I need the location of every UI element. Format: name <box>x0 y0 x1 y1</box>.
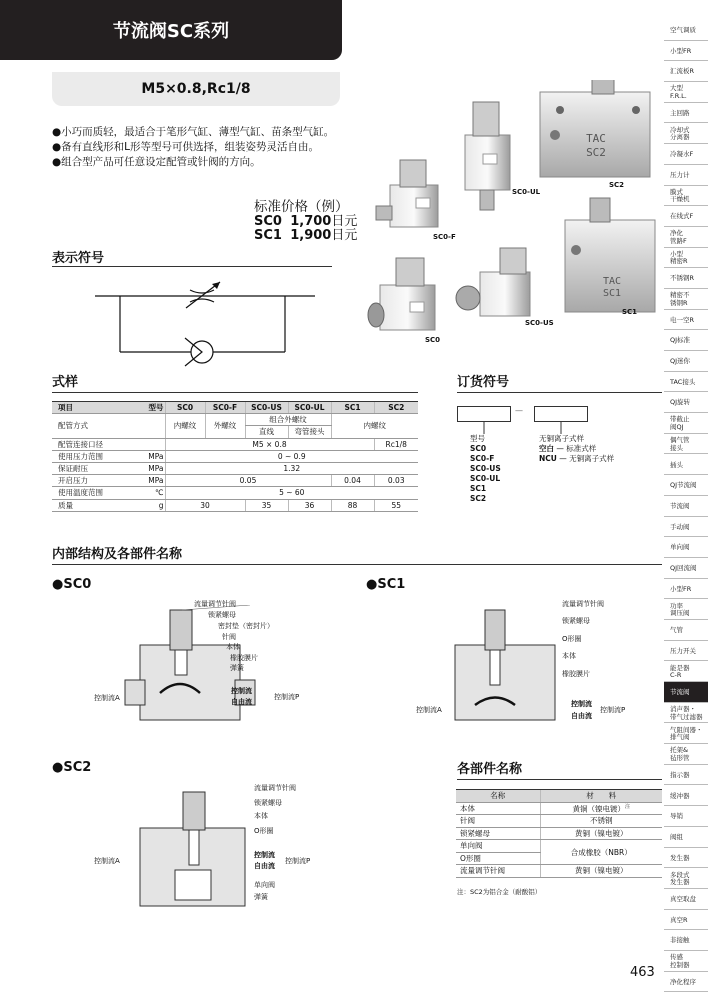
sidebar-item[interactable]: 能是器 C-R <box>664 661 708 682</box>
category-sidebar <box>664 20 708 992</box>
sc0-label: 橡胶膜片 <box>230 654 258 662</box>
price-model: SC1 <box>254 228 282 243</box>
sidebar-item[interactable]: 小型FR <box>664 41 708 62</box>
sidebar-item[interactable]: 偶气管 接头 <box>664 434 708 455</box>
sidebar-item[interactable]: 大型 F.R.L. <box>664 82 708 103</box>
table-cell: g <box>110 499 165 511</box>
sidebar-item[interactable]: QJ回流阀 <box>664 558 708 579</box>
price-value: 1,900 <box>290 228 332 243</box>
order-model: SC2 <box>470 494 487 503</box>
sc2-label: 控制流P <box>285 857 311 865</box>
page-subtitle: M5×0.8,Rc1/8 <box>52 72 340 106</box>
table-cell: 黄铜（镍电镀） <box>540 865 662 878</box>
table-cell: 配管连接口径 <box>52 438 110 450</box>
svg-text:TAC: TAC <box>602 276 622 287</box>
sc0-label: 自由流 <box>231 698 252 706</box>
sc0-label: 本体 <box>226 643 240 651</box>
sidebar-item[interactable]: 气管 <box>664 620 708 641</box>
table-cell: 直线 <box>245 426 288 438</box>
table-cell: 35 <box>245 499 288 511</box>
sidebar-item[interactable]: 气阻间器・ 排气阀 <box>664 723 708 744</box>
sidebar-item[interactable]: 膜式 干燥机 <box>664 186 708 207</box>
table-header-cell: SC0-F <box>205 402 245 414</box>
order-option-box <box>534 406 588 422</box>
table-cell: 1.32 <box>165 462 418 474</box>
section-parts-title: 各部件名称 <box>457 762 523 777</box>
sc2-label: 控制流A <box>94 857 120 865</box>
table-header-cell: SC1 <box>331 402 374 414</box>
sidebar-item[interactable]: 汇流板R <box>664 61 708 82</box>
sidebar-item[interactable]: TAC接头 <box>664 372 708 393</box>
sidebar-item[interactable]: 电一空R <box>664 310 708 331</box>
sc0-label: 控制流A <box>94 694 120 702</box>
page-number: 463 <box>630 965 655 980</box>
sc0ul-photo <box>465 102 510 210</box>
feature-item: ●备有直线形和L形等型号可供选择，组装姿势灵活自由。 <box>52 141 320 153</box>
sidebar-item[interactable]: 真空取盘 <box>664 889 708 910</box>
table-row <box>52 487 418 499</box>
table-row <box>52 499 418 511</box>
sidebar-item[interactable]: 空气调质 <box>664 20 708 41</box>
sidebar-item[interactable]: 插头 <box>664 454 708 475</box>
photo-label-sc2: SC2 <box>609 181 625 189</box>
sidebar-item[interactable]: 真空R <box>664 910 708 931</box>
sidebar-item[interactable]: 托架& 毡形管 <box>664 744 708 765</box>
table-header-cell: SC0 <box>165 402 205 414</box>
section-divider <box>52 392 418 393</box>
sidebar-item[interactable]: 节流阀 <box>664 682 708 703</box>
page-title: 节流阀SC系列 <box>0 0 342 60</box>
sc2-cross-section <box>135 790 250 908</box>
sidebar-item[interactable]: 节流阀 <box>664 496 708 517</box>
table-cell: 锁紧螺母 <box>456 827 540 840</box>
sidebar-item[interactable]: 单向阀 <box>664 537 708 558</box>
order-model-list <box>470 434 501 504</box>
table-cell: 合成橡胶（NBR） <box>540 840 662 865</box>
sidebar-item[interactable]: 手动阀 <box>664 517 708 538</box>
photo-label-sc0f: SC0-F <box>433 233 456 241</box>
table-cell: 本体 <box>456 802 540 815</box>
section-divider <box>457 779 662 780</box>
table-header-row <box>52 402 418 414</box>
sc1-label: 本体 <box>562 652 576 660</box>
sc0-label: 锁紧螺母 <box>208 611 236 619</box>
sidebar-item[interactable]: 压力开关 <box>664 641 708 662</box>
table-header-cell: 项目 <box>52 402 110 414</box>
table-cell: 使用压力范围 <box>52 450 110 462</box>
sidebar-item[interactable]: 功率 调压阀 <box>664 599 708 620</box>
table-cell: 5 ~ 60 <box>165 487 418 499</box>
table-cell: 配管方式 <box>52 414 165 438</box>
sc0-photo <box>368 258 435 330</box>
table-header-cell: SC0-UL <box>288 402 331 414</box>
table-cell: MPa <box>110 450 165 462</box>
sidebar-item[interactable]: 冷却式 分离器 <box>664 123 708 144</box>
order-model: SC0-US <box>470 464 501 473</box>
price-heading: 标准价格（例） <box>254 199 349 215</box>
sc2-label: 单向阀 <box>254 881 275 889</box>
price-unit: 日元 <box>331 213 358 229</box>
sc1-label: 控制流P <box>600 706 626 714</box>
sc0us-photo <box>456 248 530 316</box>
table-cell: 30 <box>165 499 245 511</box>
sc2-label: 自由流 <box>254 862 275 870</box>
table-cell <box>540 802 662 815</box>
sidebar-item[interactable]: 导销 <box>664 806 708 827</box>
order-option-code: 空白 <box>539 444 554 453</box>
table-cell <box>110 438 165 450</box>
sidebar-item[interactable]: 缓冲器 <box>664 785 708 806</box>
table-row <box>456 865 662 878</box>
sidebar-item[interactable]: 冷凝水F <box>664 144 708 165</box>
photo-label-sc1: SC1 <box>622 308 638 316</box>
sc2-photo <box>540 80 650 177</box>
sc1-label: 流量调节针阀 <box>562 600 604 608</box>
table-cell: 质量 <box>52 499 110 511</box>
sc0-diagram-title: ●SC0 <box>52 577 92 592</box>
table-row <box>52 475 418 487</box>
sidebar-item[interactable]: 多段式 发生器 <box>664 868 708 889</box>
sidebar-item[interactable]: 在线式F <box>664 206 708 227</box>
table-row <box>52 414 418 426</box>
table-cell: ℃ <box>110 487 165 499</box>
order-option-code: NCU <box>539 454 557 463</box>
sidebar-item[interactable]: 不锈钢R <box>664 268 708 289</box>
table-row <box>456 802 662 815</box>
table-cell: 外螺纹 <box>205 414 245 438</box>
section-internal-title: 内部结构及各部件名称 <box>52 547 183 562</box>
section-order-title: 订货符号 <box>457 375 510 390</box>
sc0-label: 流量调节针阀 <box>194 600 236 608</box>
product-photos <box>340 80 662 350</box>
sidebar-item[interactable]: 非接触 <box>664 930 708 951</box>
table-cell: 保证耐压 <box>52 462 110 474</box>
table-header-cell: SC0-US <box>245 402 288 414</box>
spec-table <box>52 401 418 512</box>
table-cell: 使用温度范围 <box>52 487 110 499</box>
sc1-label: 自由流 <box>571 712 592 720</box>
sidebar-item[interactable]: 净化 管路F <box>664 227 708 248</box>
sc1-label: 锁紧螺母 <box>562 617 590 625</box>
table-cell: 针阀 <box>456 815 540 828</box>
sc0f-photo <box>376 160 438 227</box>
order-option-desc: 标准式样 <box>566 444 597 453</box>
table-header-cell: 型号 <box>110 402 165 414</box>
sc2-label: 本体 <box>254 812 268 820</box>
sc0-label: 弹簧 <box>230 664 244 672</box>
sidebar-item[interactable]: 净化程序 <box>664 972 708 993</box>
sc2-label: 弹簧 <box>254 893 268 901</box>
price-unit: 日元 <box>331 228 358 243</box>
sc0-label: 控制流P <box>274 693 300 701</box>
table-cell: M5 × 0.8 <box>165 438 374 450</box>
table-cell: 单向阀 <box>456 840 540 853</box>
sidebar-item[interactable]: 小型 精密R <box>664 248 708 269</box>
sc2-diagram-title: ●SC2 <box>52 760 92 775</box>
price-value: 1,700 <box>290 213 332 229</box>
table-cell: MPa <box>110 462 165 474</box>
sidebar-item[interactable]: 小型FR <box>664 579 708 600</box>
order-model: SC0-UL <box>470 474 501 483</box>
table-cell: 开启压力 <box>52 475 110 487</box>
table-cell: 0.04 <box>331 475 374 487</box>
sc1-label: 橡胶膜片 <box>562 670 590 678</box>
order-option-list: 无铜离子式样 空白 — 标准式样 NCU — 无铜离子式样 <box>539 434 615 463</box>
order-model: SC0 <box>470 444 487 453</box>
sc1-cross-section <box>450 605 560 730</box>
svg-text:SC1: SC1 <box>602 288 622 299</box>
order-option-head: 无铜离子式样 <box>539 434 584 443</box>
sidebar-item[interactable]: 传感 控制器 <box>664 951 708 972</box>
section-divider <box>52 266 332 267</box>
table-cell: O形圈 <box>456 852 540 865</box>
sidebar-item[interactable]: QJ迷你 <box>664 351 708 372</box>
table-cell: 88 <box>331 499 374 511</box>
table-header-cell: 名称 <box>456 790 540 803</box>
table-row <box>456 840 662 853</box>
table-cell: 弯管接头 <box>288 426 331 438</box>
sidebar-item[interactable]: 带截止 阀QJ <box>664 413 708 434</box>
feature-item: ●小巧而质轻，最适合于笔形气缸、薄型气缸、苗条型气缸。 <box>52 126 335 138</box>
sc1-label: 控制流 <box>571 700 592 708</box>
section-divider <box>457 392 662 393</box>
table-cell: MPa <box>110 475 165 487</box>
parts-footnote: 注：SC2为铝合金（耐酸铝） <box>457 888 542 896</box>
table-row <box>52 462 418 474</box>
sc0-label: 密封垫（密封片） <box>218 622 274 630</box>
section-divider <box>52 564 662 565</box>
table-row <box>52 450 418 462</box>
table-cell: 0.05 <box>165 475 331 487</box>
sc1-photo <box>565 198 655 312</box>
table-row <box>456 827 662 840</box>
sc0-label: 针阀 <box>222 633 236 641</box>
table-cell: Rc1/8 <box>374 438 418 450</box>
sidebar-item[interactable]: 消声器・ 带气过滤器 <box>664 703 708 724</box>
feature-item: ●组合型产品可任意设定配管或针阀的方向。 <box>52 156 261 168</box>
order-model: SC1 <box>470 484 487 493</box>
sidebar-item[interactable]: 压力计 <box>664 165 708 186</box>
table-row <box>52 438 418 450</box>
table-header-row <box>456 790 662 803</box>
order-model: SC0-F <box>470 454 495 463</box>
svg-text:TAC: TAC <box>586 132 606 145</box>
table-cell: 不锈钢 <box>540 815 662 828</box>
photo-label-sc0us: SC0-US <box>525 319 554 327</box>
table-header-cell: 材 料 <box>540 790 662 803</box>
price-model: SC0 <box>254 213 282 229</box>
sidebar-item[interactable]: 阀组 <box>664 827 708 848</box>
table-cell: 内螺纹 <box>165 414 205 438</box>
part-note: 注 <box>624 803 630 810</box>
sidebar-item[interactable]: 指示器 <box>664 765 708 786</box>
order-option-desc: 无铜离子式样 <box>569 454 615 463</box>
sc0-label: 控制流 <box>231 687 252 695</box>
table-cell: 55 <box>374 499 418 511</box>
sc2-label: O形圈 <box>254 827 274 835</box>
parts-table <box>456 789 662 878</box>
feature-list <box>52 125 382 170</box>
sc1-label: O形圈 <box>562 635 582 643</box>
table-cell: 流量调节针阀 <box>456 865 540 878</box>
photo-label-sc0: SC0 <box>425 336 441 344</box>
table-cell: 0 ~ 0.9 <box>165 450 418 462</box>
table-cell: 组合外螺纹 <box>245 414 331 426</box>
sidebar-item[interactable]: QJ节流阀 <box>664 475 708 496</box>
table-header-cell: SC2 <box>374 402 418 414</box>
throttle-symbol <box>90 278 320 374</box>
svg-text:SC2: SC2 <box>586 146 606 159</box>
photo-label-sc0ul: SC0-UL <box>512 188 541 196</box>
sc2-label: 流量调节针阀 <box>254 784 296 792</box>
table-cell: 36 <box>288 499 331 511</box>
sc1-label: 控制流A <box>416 706 442 714</box>
order-model-head: 型号 <box>470 434 485 443</box>
table-cell: 0.03 <box>374 475 418 487</box>
section-symbol-title: 表示符号 <box>52 251 105 266</box>
order-dash: — <box>515 406 523 415</box>
sc2-label: 控制流 <box>254 851 275 859</box>
sidebar-item[interactable]: QJ旋转 <box>664 392 708 413</box>
sidebar-item[interactable]: 主回路 <box>664 103 708 124</box>
sidebar-item[interactable]: 精密不 锈钢R <box>664 289 708 310</box>
sidebar-item[interactable]: 发生器 <box>664 848 708 869</box>
sc1-diagram-title: ●SC1 <box>366 577 406 592</box>
part-material: 黄铜（镍电镀） <box>572 804 625 813</box>
section-spec-title: 式样 <box>52 375 79 390</box>
sidebar-item[interactable]: QJ标准 <box>664 330 708 351</box>
table-cell: 黄铜（镍电镀） <box>540 827 662 840</box>
table-cell: 内螺纹 <box>331 414 418 438</box>
table-row <box>456 815 662 828</box>
sc2-label: 锁紧螺母 <box>254 799 282 807</box>
order-code-box <box>457 406 511 422</box>
